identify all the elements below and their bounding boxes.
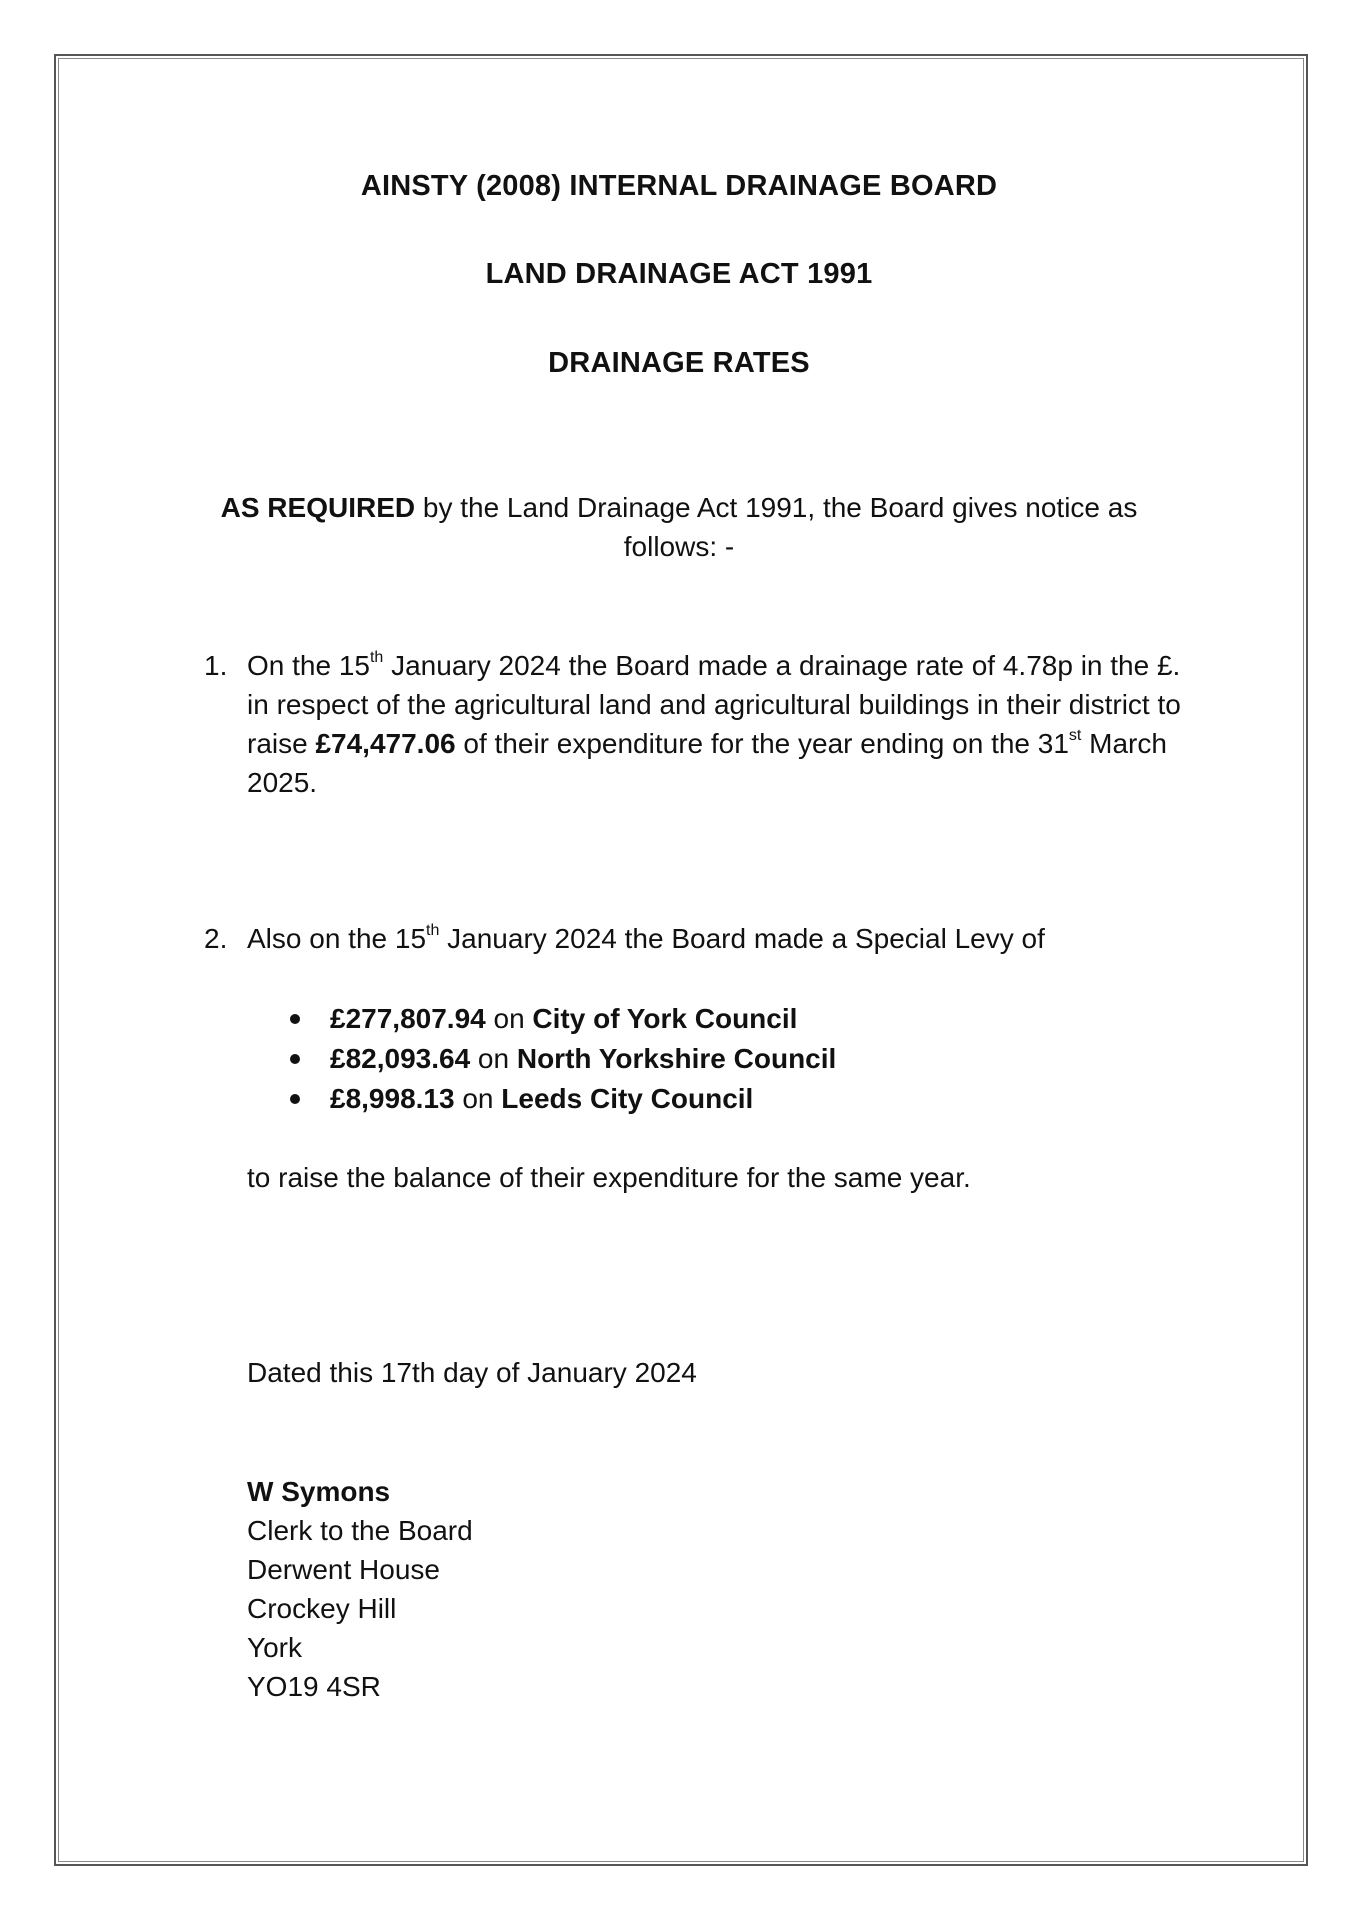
item2-number: 2. [204,923,228,954]
signatory-title: Clerk to the Board [247,1515,473,1546]
levy-on: on [485,1003,533,1034]
item1-text-c: of their expenditure for the year ending on the 31 [455,728,1069,759]
address-line: YO19 4SR [247,1671,381,1702]
item1-paragraph [247,646,1207,802]
dated-line: Dated this 17th day of January 2024 [247,1357,697,1388]
address-line: Derwent House [247,1554,440,1585]
levy-council: City of York Council [532,1003,798,1034]
levy-on: on [470,1043,517,1074]
levy-amount: £8,998.13 [330,1083,455,1114]
bullet-icon [290,1014,300,1024]
levy-amount: £82,093.64 [330,1043,471,1074]
item1-sup-a: th [369,648,384,666]
item1-sup-b: st [1068,726,1082,744]
levy-item [290,999,836,1039]
item1-text-a: On the 15 [247,650,370,681]
levy-item [290,1079,836,1119]
item2-sup: th [426,921,440,939]
item1-amount: £74,477.06 [315,728,456,759]
page-border-inner [58,58,1304,1862]
item2-text-a: Also on the 15 [247,923,427,954]
signatory-name-text: W Symons [247,1476,391,1507]
signatory-name [247,1472,390,1511]
intro-text: by the Land Drainage Act 1991, the Board gives notice as follows: - [415,492,1138,562]
levy-list [290,999,836,1119]
levy-council: Leeds City Council [501,1083,754,1114]
item2-text-b: January 2024 the Board made a Special Levy of [439,923,1045,954]
act-heading: LAND DRAINAGE ACT 1991 [485,258,873,290]
bullet-icon [290,1094,300,1104]
item2-closing: to raise the balance of their expenditure for the same year. [247,1162,971,1193]
levy-council: North Yorkshire Council [516,1043,837,1074]
item2-intro [247,919,1045,958]
bullet-icon [290,1054,300,1064]
board-heading: AINSTY (2008) INTERNAL DRAINAGE BOARD [360,170,998,202]
levy-item [290,1039,836,1079]
levy-amount: £277,807.94 [330,1003,486,1034]
levy-on: on [454,1083,502,1114]
intro-bold: AS REQUIRED [220,492,416,523]
item1-text-b: January 2024 the Board made a drainage rate of 4.78p in the £. in respect of the agricultural land and agricultural buildings in their district to raise [247,650,1181,759]
address-line: York [247,1632,303,1663]
item1-text-d: March 2025. [247,728,1167,798]
intro-paragraph [200,488,1158,566]
item1-number: 1. [204,650,228,681]
rates-heading: DRAINAGE RATES [548,347,810,379]
address-line: Crockey Hill [247,1593,397,1624]
